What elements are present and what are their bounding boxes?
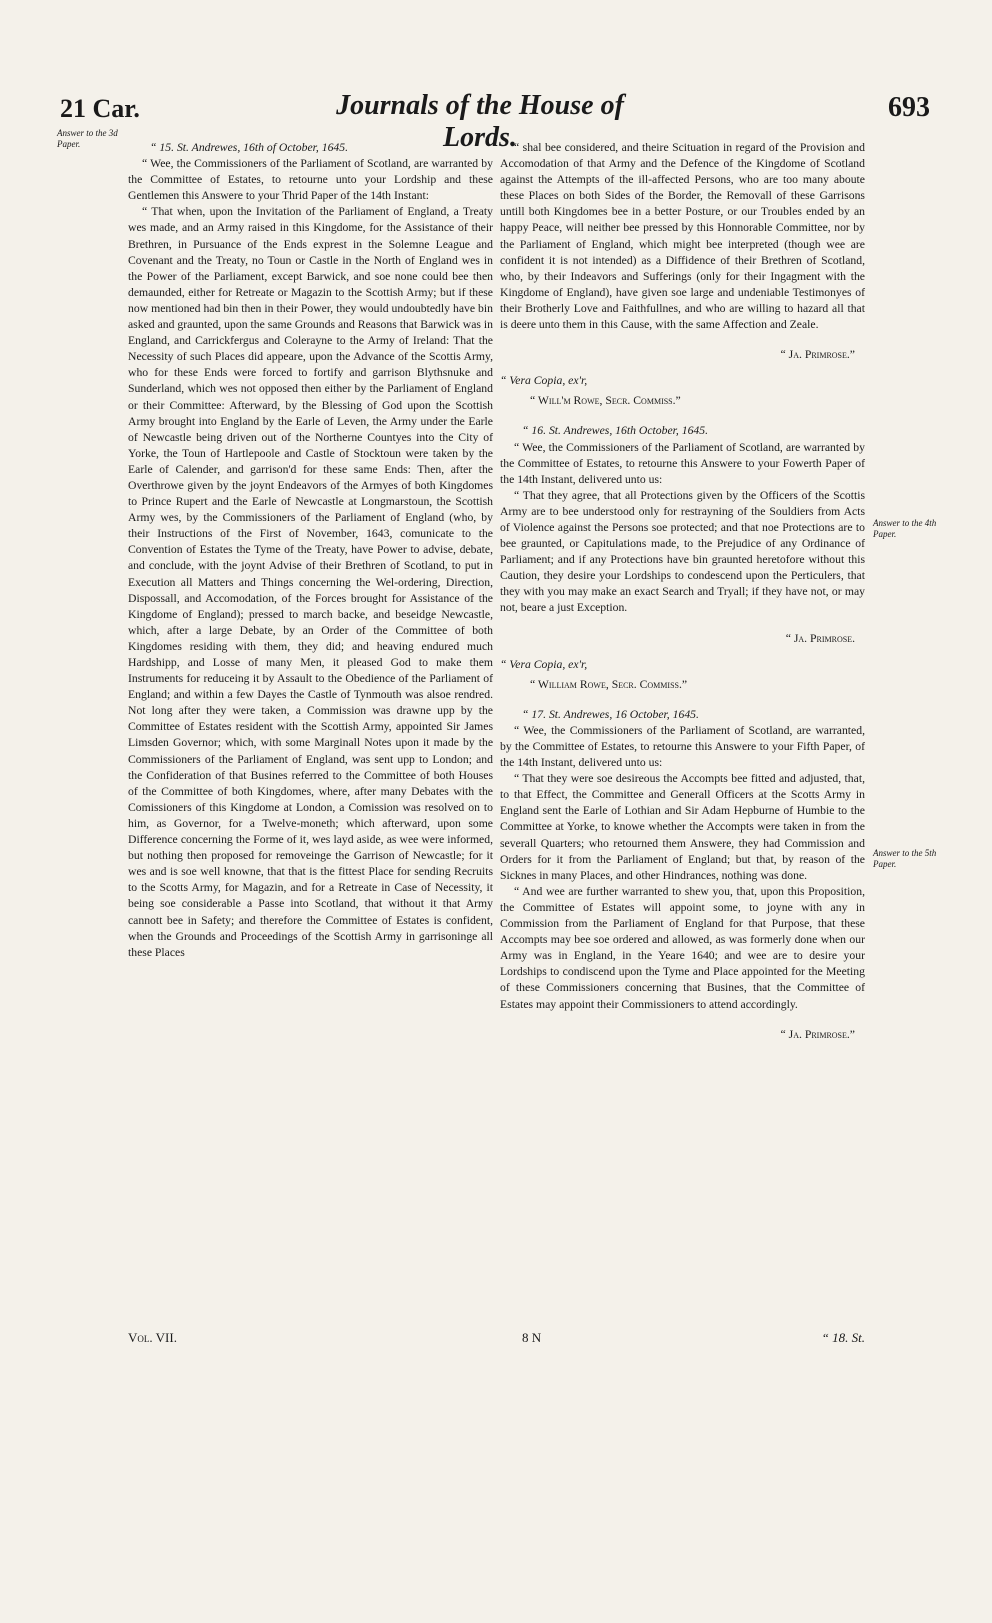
- margin-note-3d-paper: Answer to the 3d Paper.: [57, 128, 118, 149]
- paragraph: “ And wee are further warranted to shew you, that, upon this Proposition, the Committee of Estates will appoint some, to joyne with any in Commission from the Parliament of England for that Purpose, that these Accompts may bee soe ordered and allowed, as was formerly done when our Army was in England, in the Yeare 1640; and wee are to desire your Lordships to condiscend upon the Tyme and Place appointed for the Meeting of these Commissioners concerning that Busines, that the Committee of Estates may appoint their Commissioners to attend accordingly.: [500, 884, 865, 1011]
- secretary-signature: “ William Rowe, Secr. Commiss.”: [530, 677, 688, 691]
- right-column: [500, 140, 865, 1053]
- page-number: 693: [888, 92, 930, 123]
- left-column: [128, 140, 493, 961]
- paragraph: “ shal bee considered, and theire Scituation in regard of the Provision and Accomodation of that Army and the Defence of the Kingdome of Scotland against the Attempts of the ill-affected Persons, who are too many aboute these Places on both Sides of the Border, the Removall of these Garrisons untill both Kingdomes bee in a better Posture, or our Troubles ended by an happy Peace, will neither bee pressed by this Honnorable Committee, nor by the Parliament of England, which might bee interpreted (though wee are confident it is not intended) as a Diffidence of their Brethren of Scotland, who, by their Indeavors and Sufferings (only for their Ingagment with the Kingdome of England), have given soe large and undeniable Testimonyes of their Brotherly Love and Faithfullnes, and who are willing to hazard all that is deere unto them in this Cause, with the same Affection and Zeale.: [500, 141, 865, 332]
- paragraph: “ Wee, the Commissioners of the Parliament of Scotland, are warranted by the Committee of Estates, to retourne this Answere to your Fowerth Paper of the 14th Instant, delivered unto us:: [500, 440, 865, 486]
- signature-primrose: “ Ja. Primrose.”: [780, 348, 855, 362]
- secretary-signature: “ Will'm Rowe, Secr. Commiss.”: [530, 394, 681, 408]
- entry-16-heading: “ 16. St. Andrewes, 16th October, 1645.: [522, 424, 709, 438]
- vera-copia: “ Vera Copia, ex'r,: [500, 657, 588, 671]
- margin-note-4th-paper: Answer to the 4th Paper.: [873, 518, 937, 539]
- vera-copia: “ Vera Copia, ex'r,: [500, 374, 588, 388]
- running-title: Journals of the House of Lords.: [336, 90, 624, 153]
- volume-number: Vol. VII.: [128, 1330, 177, 1345]
- paragraph: “ That they agree, that all Protections given by the Officers of the Scottis Army are to bee understood only for restrayning of the Souldiers from Acts of Violence against the Persons soe protected; and that noe Protections are to bee graunted, or Capitulations made, to the Prejudice of any Ordinance of Parliament; and if any Protections have bin graunted heretofore without this Caution, they desire your Lordships to condescend upon the Perticulers, that they with you may make an exact Search and Tryall; if they have not, or may not, beare a just Exception.: [500, 488, 865, 615]
- catchword: “ 18. St.: [821, 1330, 865, 1345]
- paragraph: “ Wee, the Commissioners of the Parliament of Scotland, are warranted by the Committee of Estates, to retourne unto your Lordship and these Gentlemen this Answere to your Thrid Paper of the 14th Instant:: [128, 157, 493, 203]
- paragraph: “ That when, upon the Invitation of the Parliament of England, a Treaty wes made, and an Army raised in this Kingdome, for the Assistance of their Brethren, in Pursuance of the Ends exprest in the Solemne League and Covenant and the Treaty, no Toun or Castle in the North of England wes in the Power of the Parliament, except Barwick, and soe none could bee then demaunded, either for Retreate or Magazin to the Scottish Army; but if these now mentioned had bin then in their Power, they would undoubtedly have bin asked and graunted, upon the same Grounds and Reasons that Barwick was in England, and Carrickfergus and Colerayne to the Army of Ireland: That the Necessity of such Places did appeare, upon the Advance of the Scottis Army, who for these Ends were forced to fortify and garrison Blythsnuke and Sunderland, which wes not opposed then either by the Parliament of England or their Committee: Afterward, by the Blessing of God upon the Scottish Army brought into England by the Earle of Leven, the Army under the Earle of Newcastle being driven out of the Northerne Countyes into the City of Yorke, the Toun of Hartlepoole and Castle of Stocktoun were taken by the Earle of Calender, and garrison'd for these same Ends: Then, after the Overthrowe given by the joynt Endeavors of the Armyes of both Kingdomes to Prince Rupert and the Earle of Newcastle at Longmarstoun, the Scottish Army wes, by the Commissioners of the Parliament of England (who, by their Instructions of the First of November, 1643, comunicate to the Convention of Estates the Tyme of the Treaty, have Power to advise, debate, and conclude, with the joynt Advise of their Brethren of Scotland, to put in Execution all Matters and Things concerning the Wel-ordering, Direction, Dispossall, and Accomodation, of the Forces brought for Assistance of the Kingdome of England); pressed to march backe, and beseidge Newcastle, which, after a large Debate, by an Order of the Committee of both Kingdomes residing with them, they did; and heaving endured much Hardshipp, and Losse of many Men, it pleased God to make them Instruments for reduceing it by Assault to the Obedience of the Parliament of England; and within a few Dayes the Castle of Tynmouth was alsoe rendred. Not long after they were taken, a Commission was drawne upp by the Committee of Estates resident with the Scottish Army, appointed Sir James Limsden Governor; which, with some Marginall Notes upon it made by the Commissioners of the Parliament of England, was sent upp to London; and the Confideration of that Busines referred to the Committee of both Houses of the Committee of both Kingdomes, where, after many Debates with the Comissioners of this Kingdome at London, a Comission was resolved on to him, as Governor, for a Twelve-moneth; which afterward, upon some Difference concerning the Forme of it, wes layd aside, as wee were informed, but nothing then proposed for removeinge the Garrison of Newcastle; for it wes and is soe well knowne, that that is the fittest Place for sending Recruits to the Scotts Army, for Magazin, and for a Retreate in Case of Necessity, it being soe considerable a Passe into Scotland, that without it that Army cannott bee in Safety; and therefore the Committee of Estates is confident, when the Grounds and Proceedings of the Scottish Army in garrisoninge all these Places: [128, 205, 493, 959]
- entry-15-heading: “ 15. St. Andrewes, 16th of October, 1645.: [150, 141, 349, 154]
- entry-17-heading: “ 17. St. Andrewes, 16 October, 1645.: [522, 707, 699, 721]
- paragraph: “ Wee, the Commissioners of the Parliament of Scotland, are warranted, by the Committee of Estates, to retourne this Answere to your Fifth Paper, of the 14th Instant, delivered unto us:: [500, 723, 865, 770]
- signature-primrose: “ Ja. Primrose.: [785, 631, 855, 645]
- paragraph: “ That they were soe desireous the Accompts bee fitted and adjusted, that, to that Effect, the Committee and Generall Officers at the Scotts Army in England sent the Earle of Lothian and Sir Adam Hepburne of Humbie to the Committee at Yorke, to knowe whether the Accompts were taken in from the severall Quarters; who retourned them Answere, they had Commission and Orders for it from the Parliament of England; but that, by reason of the Sicknes in many Places, and other Hindrances, nothing was done.: [500, 772, 865, 882]
- printer-signature-mark: 8 N: [522, 1330, 542, 1345]
- margin-note-5th-paper: Answer to the 5th Paper.: [873, 848, 937, 869]
- signature-primrose: “ Ja. Primrose.”: [780, 1027, 855, 1041]
- regnal-year: 21 Car.: [60, 94, 140, 123]
